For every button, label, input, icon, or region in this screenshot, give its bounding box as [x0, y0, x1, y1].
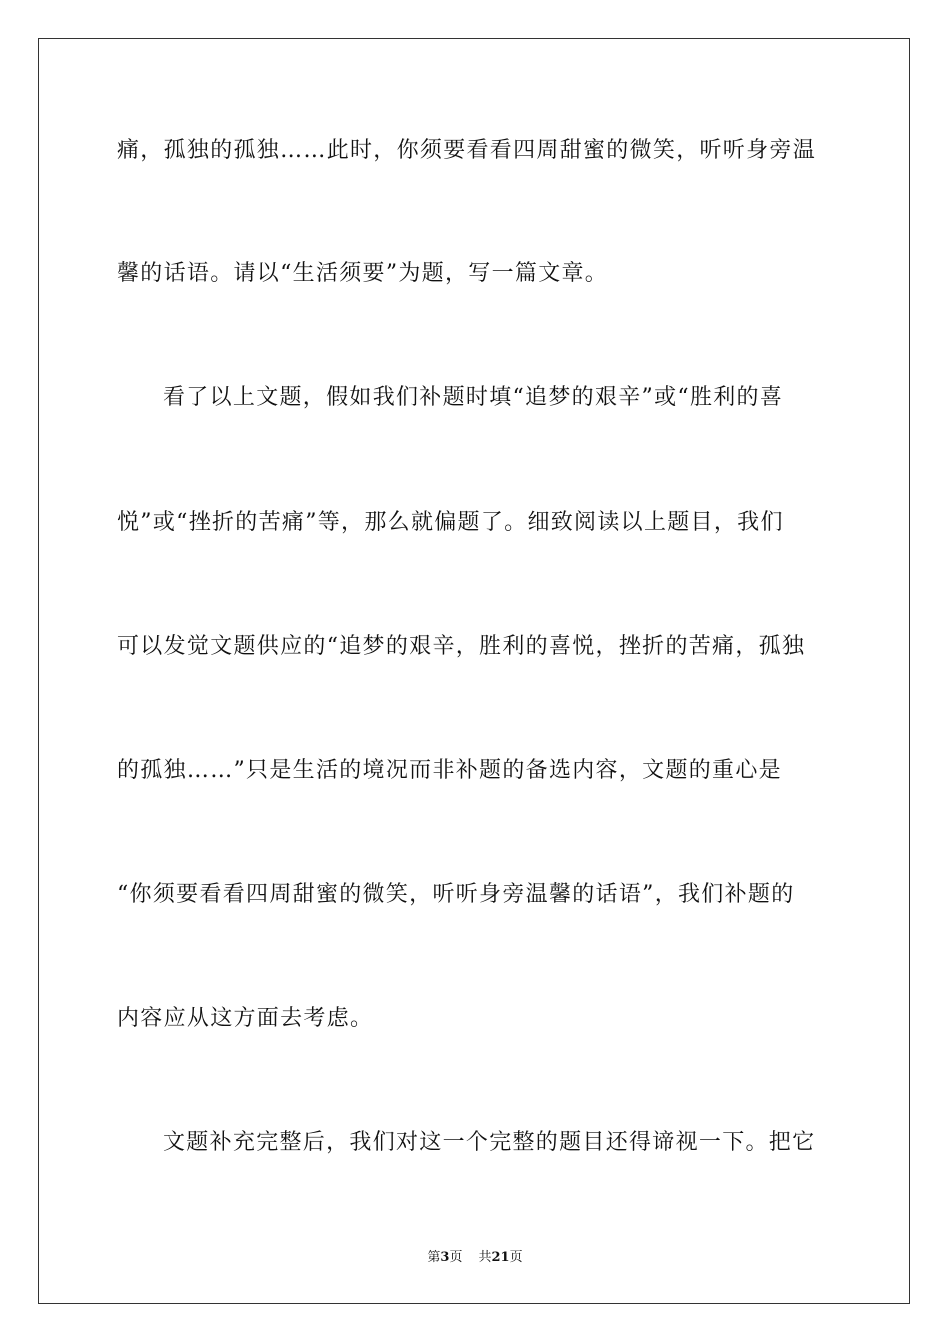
page-footer: [0, 1246, 950, 1265]
body-line-1: 痛，孤独的孤独……此时，你须要看看四周甜蜜的微笑，听听身旁温: [117, 138, 817, 163]
body-line-8: 内容应从这方面去考虑。: [117, 1006, 374, 1031]
footer-total-suffix: 页: [509, 1250, 523, 1265]
body-line-5: 可以发觉文题供应的“追梦的艰辛，胜利的喜悦，挫折的苦痛，孤独: [117, 634, 806, 659]
body-line-7: “你须要看看四周甜蜜的微笑，听听身旁温馨的话语”，我们补题的: [117, 882, 795, 907]
footer-total-number: 21: [491, 1250, 510, 1265]
footer-total-prefix: 共: [478, 1250, 492, 1265]
body-line-3: 看了以上文题，假如我们补题时填“追梦的艰辛”或“胜利的喜: [163, 385, 784, 410]
body-line-9: 文题补充完整后，我们对这一个完整的题目还得谛视一下。把它: [163, 1130, 816, 1155]
body-line-4: 悦”或“挫折的苦痛”等，那么就偏题了。细致阅读以上题目，我们: [117, 510, 784, 535]
body-line-6: 的孤独……”只是生活的境况而非补题的备选内容，文题的重心是: [117, 758, 782, 783]
body-line-2: 馨的话语。请以“生活须要”为题，写一篇文章。: [117, 261, 609, 286]
footer-page-number: 3: [440, 1250, 450, 1265]
footer-page-suffix: 页: [449, 1250, 463, 1265]
page-border: [38, 38, 910, 1304]
footer-page-prefix: 第: [427, 1250, 441, 1265]
